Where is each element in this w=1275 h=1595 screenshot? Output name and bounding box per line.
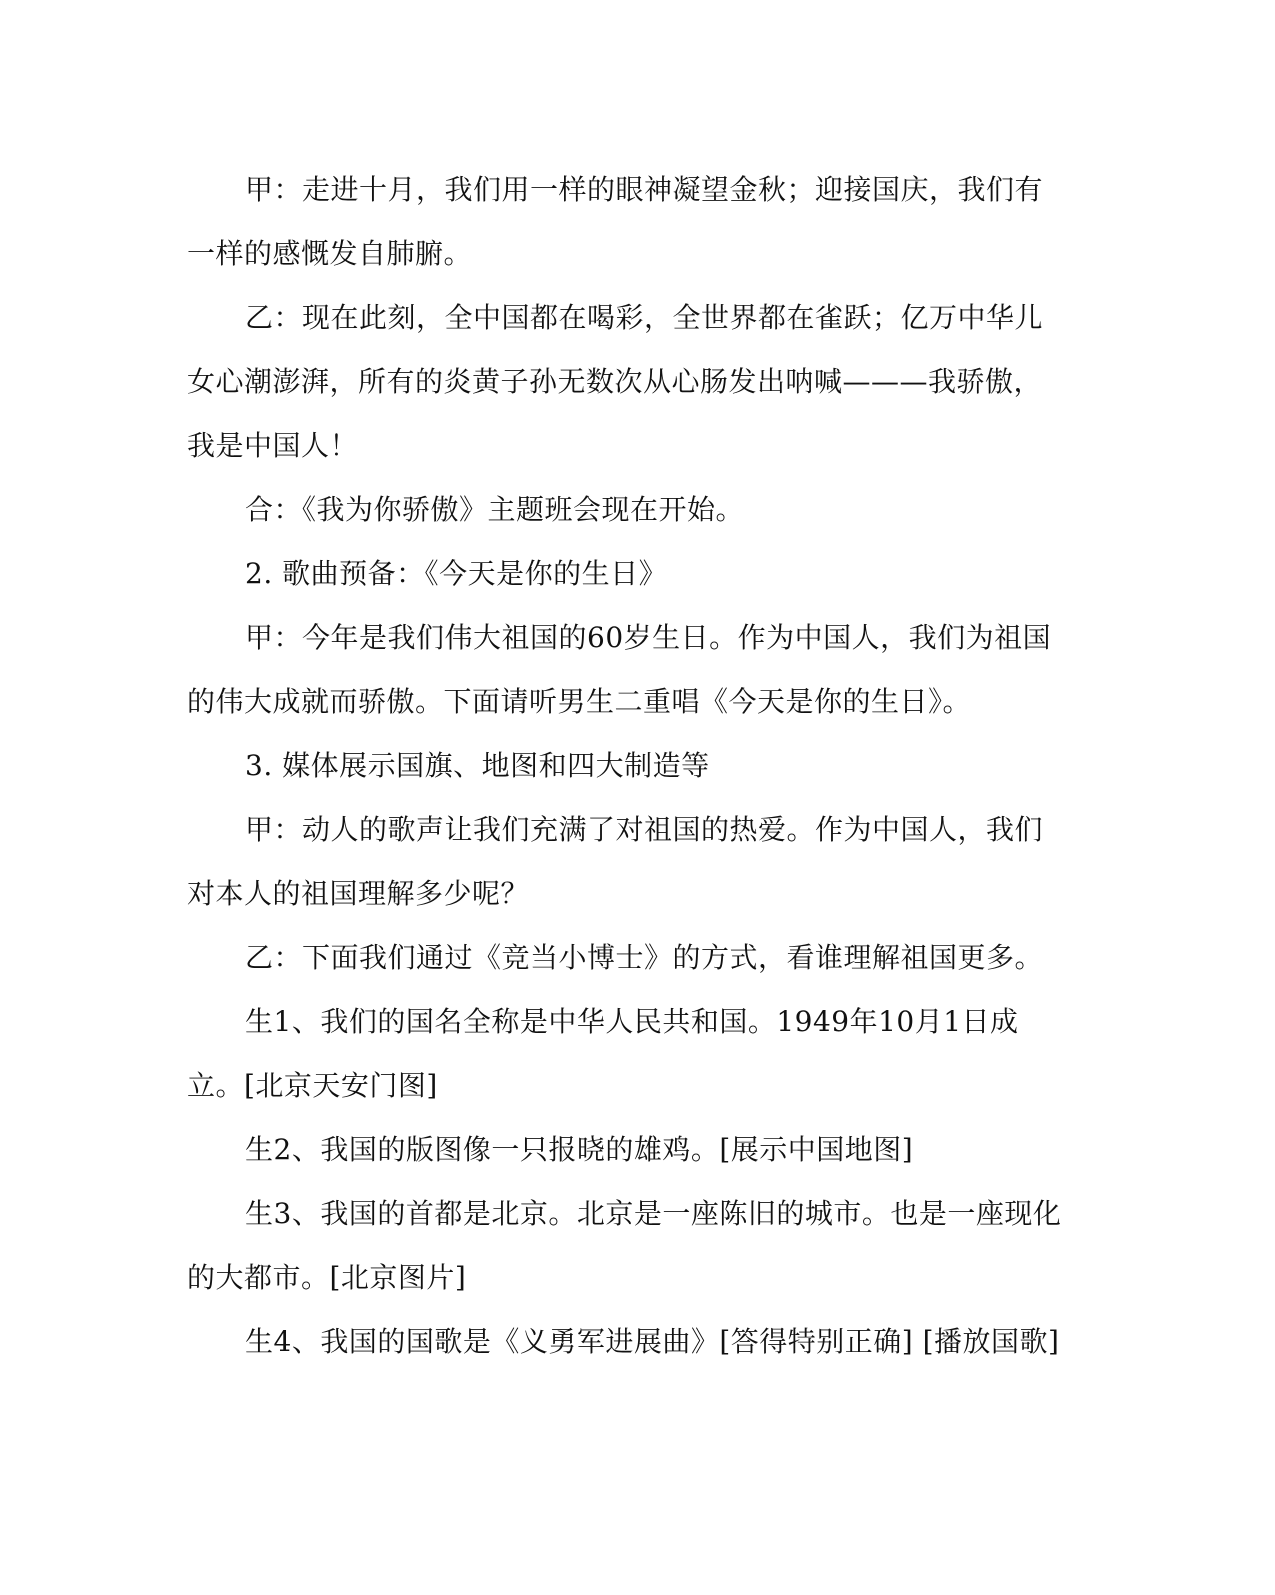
paragraph-11: 生3、我国的首都是北京。北京是一座陈旧的城市。也是一座现化的大都市。[北京图片] (187, 1197, 1062, 1294)
paragraph-9: 生1、我们的国名全称是中华人民共和国。1949年10月1日成立。[北京天安门图] (187, 1005, 1019, 1102)
paragraph-5: 甲：今年是我们伟大祖国的60岁生日。作为中国人，我们为祖国的伟大成就而骄傲。下面请听男生二重唱《今天是你的生日》。 (187, 621, 1052, 718)
paragraph-12: 生4、我国的国歌是《义勇军进展曲》[答得特别正确] [播放国歌] (245, 1325, 1060, 1358)
paragraph-3: 合：《我为你骄傲》主题班会现在开始。 (245, 493, 745, 526)
paragraph-7: 甲：动人的歌声让我们充满了对祖国的热爱。作为中国人，我们对本人的祖国理解多少呢？ (187, 813, 1044, 910)
paragraph-8: 乙：下面我们通过《竞当小博士》的方式，看谁理解祖国更多。 (245, 941, 1044, 974)
paragraph-4: 2. 歌曲预备：《今天是你的生日》 (245, 557, 668, 590)
paragraph-2: 乙：现在此刻，全中国都在喝彩，全世界都在雀跃；亿万中华儿女心潮澎湃，所有的炎黄子孙无数次从心肠发出呐喊———我骄傲，我是中国人！ (187, 301, 1044, 462)
paragraph-10: 生2、我国的版图像一只报晓的雄鸡。[展示中国地图] (245, 1133, 914, 1166)
paragraph-6: 3. 媒体展示国旗、地图和四大制造等 (245, 749, 710, 782)
paragraph-1: 甲：走进十月，我们用一样的眼神凝望金秋；迎接国庆，我们有一样的感慨发自肺腑。 (187, 173, 1044, 270)
document-body (187, 158, 1067, 1374)
